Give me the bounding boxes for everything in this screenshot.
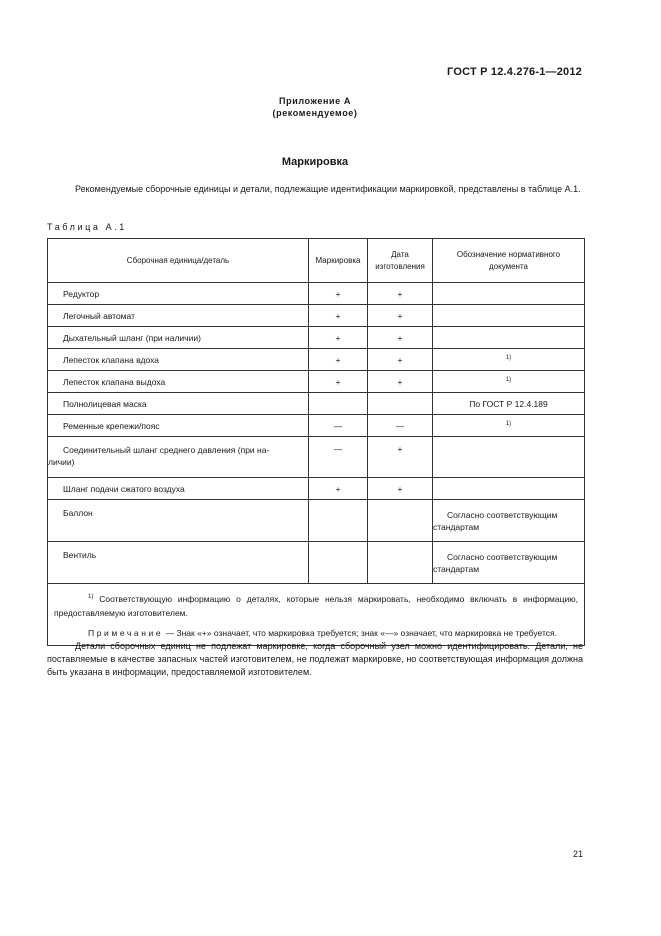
table-row	[48, 478, 585, 500]
row-name	[48, 437, 309, 478]
row-name: Лепесток клапана выдоха	[48, 371, 309, 393]
footnote-ref: 1)	[505, 420, 512, 427]
row-marking: +	[309, 283, 368, 305]
row-marking	[309, 542, 368, 584]
footnote	[54, 593, 578, 619]
row-doc	[433, 371, 585, 393]
outro-paragraph	[47, 640, 583, 679]
section-title: Маркировка	[281, 156, 349, 168]
row-date	[368, 500, 433, 542]
row-date	[368, 393, 433, 415]
row-date	[368, 542, 433, 584]
row-doc	[433, 283, 585, 305]
row-doc-line2: стандартам	[433, 563, 480, 574]
appendix-subtitle: (рекомендуемое)	[272, 108, 358, 118]
row-name: Дыхательный шланг (при наличии)	[48, 327, 309, 349]
document-code: ГОСТ Р 12.4.276-1—2012	[447, 66, 582, 78]
row-doc	[433, 500, 585, 542]
header-marking: Маркировка	[309, 239, 368, 283]
row-doc	[433, 415, 585, 437]
row-doc	[433, 437, 585, 478]
row-date: +	[368, 437, 433, 478]
row-date: —	[368, 415, 433, 437]
row-doc	[433, 478, 585, 500]
row-date: +	[368, 283, 433, 305]
row-marking	[309, 393, 368, 415]
table-row	[48, 305, 585, 327]
row-name: Редуктор	[48, 283, 309, 305]
row-date: +	[368, 327, 433, 349]
table-row	[48, 415, 585, 437]
table-row	[48, 437, 585, 478]
row-marking: +	[309, 371, 368, 393]
row-marking: +	[309, 327, 368, 349]
row-date: +	[368, 371, 433, 393]
footnote-ref: 1)	[505, 376, 512, 383]
row-name: Полнолицевая маска	[48, 393, 309, 415]
note-label: Примечание	[88, 628, 164, 638]
table-row	[48, 500, 585, 542]
row-doc	[433, 349, 585, 371]
table-row	[48, 283, 585, 305]
row-name: Баллон	[48, 500, 309, 542]
row-name: Ременные крепежи/пояс	[48, 415, 309, 437]
row-name-line1: Соединительный шланг среднего давления (при на-	[63, 445, 270, 455]
table-caption: Таблица А.1	[47, 222, 127, 232]
table-header-row	[48, 239, 585, 283]
note-text: — Знак «+» означает, что маркировка требуется; знак «—» означает, что маркировка не требуется.	[165, 628, 557, 638]
row-doc-line1: Согласно соответствующим	[447, 551, 558, 562]
row-date: +	[368, 478, 433, 500]
footnote-ref: 1)	[505, 354, 512, 361]
row-name-line2: личии)	[48, 457, 75, 467]
header-date: Дата изготовления	[368, 239, 433, 283]
appendix-title: Приложение А	[279, 96, 351, 106]
table-footer-row	[48, 584, 585, 646]
row-marking	[309, 500, 368, 542]
table-row	[48, 349, 585, 371]
header-unit: Сборочная единица/деталь	[48, 239, 309, 283]
footnote-text: Соответствующую информацию о деталях, которые нельзя маркировать, необходимо включать в информацию, предоставляемую изготовителем.	[54, 594, 578, 618]
table-row	[48, 327, 585, 349]
row-date: +	[368, 349, 433, 371]
row-name: Шланг подачи сжатого воздуха	[48, 478, 309, 500]
outro-text: Детали сборочных единиц не подлежат маркировке, когда сборочный узел можно идентифицировать. Детали, не поставляемые в качестве запасных частей изготовителем, не подлежат маркировке, но соответствующая информация должна быть указана в информации, предоставляемой изготовителем.	[47, 641, 583, 677]
row-doc	[433, 327, 585, 349]
row-doc	[433, 305, 585, 327]
table-footnotes	[48, 584, 585, 646]
table-row	[48, 371, 585, 393]
row-marking: —	[309, 415, 368, 437]
page-number: 21	[572, 849, 583, 859]
row-marking: +	[309, 305, 368, 327]
table-row	[48, 393, 585, 415]
row-marking: —	[309, 437, 368, 478]
intro-paragraph	[47, 183, 583, 196]
table-row	[48, 542, 585, 584]
marking-table	[47, 238, 585, 646]
row-date: +	[368, 305, 433, 327]
row-doc-line2: стандартам	[433, 521, 480, 532]
row-marking: +	[309, 349, 368, 371]
row-doc-line1: Согласно соответствующим	[447, 509, 558, 520]
intro-text: Рекомендуемые сборочные единицы и детали, подлежащие идентификации маркировкой, представлены в таблице А.1.	[75, 184, 581, 194]
row-doc: По ГОСТ Р 12.4.189	[433, 393, 585, 415]
row-name: Легочный автомат	[48, 305, 309, 327]
row-doc	[433, 542, 585, 584]
footnote-mark: 1)	[88, 594, 94, 600]
row-name: Лепесток клапана вдоха	[48, 349, 309, 371]
row-marking: +	[309, 478, 368, 500]
header-doc: Обозначение нормативного документа	[433, 239, 585, 283]
row-name: Вентиль	[48, 542, 309, 584]
table-note	[54, 627, 578, 639]
